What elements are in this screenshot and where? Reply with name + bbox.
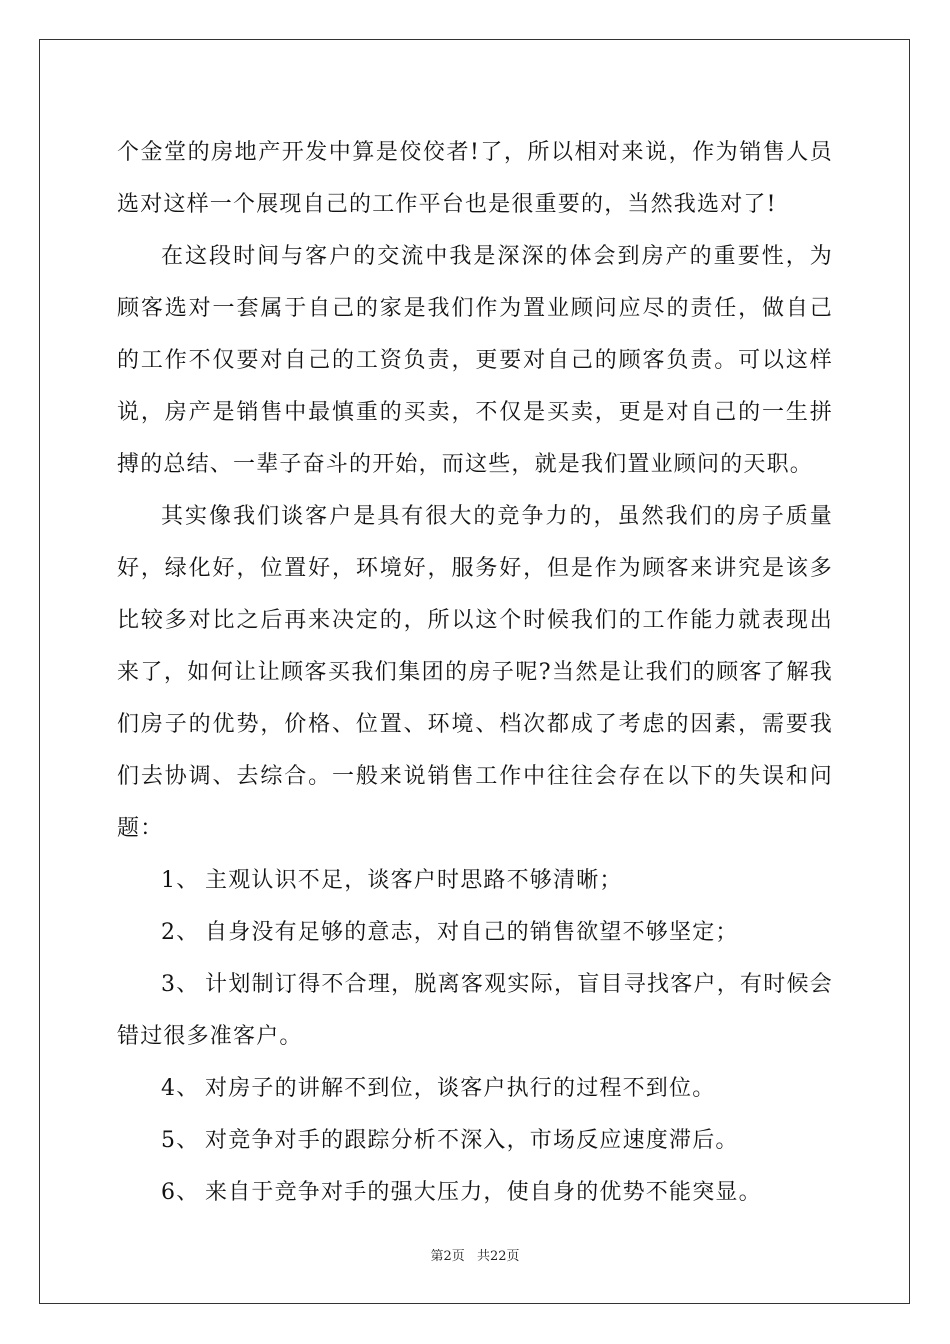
list-number: 1、 bbox=[161, 868, 200, 893]
list-text: 计划制订得不合理，脱离客观实际，盲目寻找客户，有时候会错过很多准客户。 bbox=[117, 972, 833, 1049]
list-item bbox=[117, 1063, 833, 1115]
list-text: 主观认识不足，谈客户时思路不够清晰； bbox=[205, 868, 623, 893]
list-text: 对竞争对手的跟踪分析不深入，市场反应速度滞后。 bbox=[205, 1128, 739, 1153]
list-text: 来自于竞争对手的强大压力，使自身的优势不能突显。 bbox=[205, 1180, 762, 1205]
list-number: 5、 bbox=[161, 1128, 200, 1153]
list-item bbox=[117, 1167, 833, 1219]
paragraph: 其实像我们谈客户是具有很大的竞争力的，虽然我们的房子质量好，绿化好，位置好，环境好，服务好，但是作为顾客来讲究是该多比较多对比之后再来决定的，所以这个时候我们的工作能力就表现出来了，如何让让顾客买我们集团的房子呢?当然是让我们的顾客了解我们房子的优势，价格、位置、环境、档次都成了考虑的因素，需要我们去协调、去综合。一般来说销售工作中往往会存在以下的失误和问题： bbox=[117, 504, 833, 841]
list-number: 6、 bbox=[161, 1180, 200, 1205]
list-text: 自身没有足够的意志，对自己的销售欲望不够坚定； bbox=[205, 920, 739, 945]
list-item bbox=[117, 959, 833, 1063]
list-number: 4、 bbox=[161, 1076, 200, 1101]
paragraph: 在这段时间与客户的交流中我是深深的体会到房产的重要性，为顾客选对一套属于自己的家是我们作为置业顾问应尽的责任，做自己的工作不仅要对自己的工资负责，更要对自己的顾客负责。可以这样说，房产是销售中最慎重的买卖，不仅是买卖，更是对自己的一生拼搏的总结、一辈子奋斗的开始，而这些，就是我们置业顾问的天职。 bbox=[117, 244, 833, 477]
page-total: 共22页 bbox=[476, 1249, 520, 1264]
paragraph-continued: 个金堂的房地产开发中算是佼佼者!了，所以相对来说，作为销售人员选对这样一个展现自己的工作平台也是很重要的，当然我选对了! bbox=[117, 140, 833, 217]
page-number: 第2页 bbox=[430, 1249, 465, 1264]
page-footer bbox=[0, 1245, 950, 1264]
list-item bbox=[117, 907, 833, 959]
list-number: 2、 bbox=[161, 920, 200, 945]
list-number: 3、 bbox=[161, 972, 200, 997]
list-item bbox=[117, 855, 833, 907]
list-text: 对房子的讲解不到位，谈客户执行的过程不到位。 bbox=[205, 1076, 716, 1101]
document-body bbox=[117, 127, 833, 1219]
list-item bbox=[117, 1115, 833, 1167]
